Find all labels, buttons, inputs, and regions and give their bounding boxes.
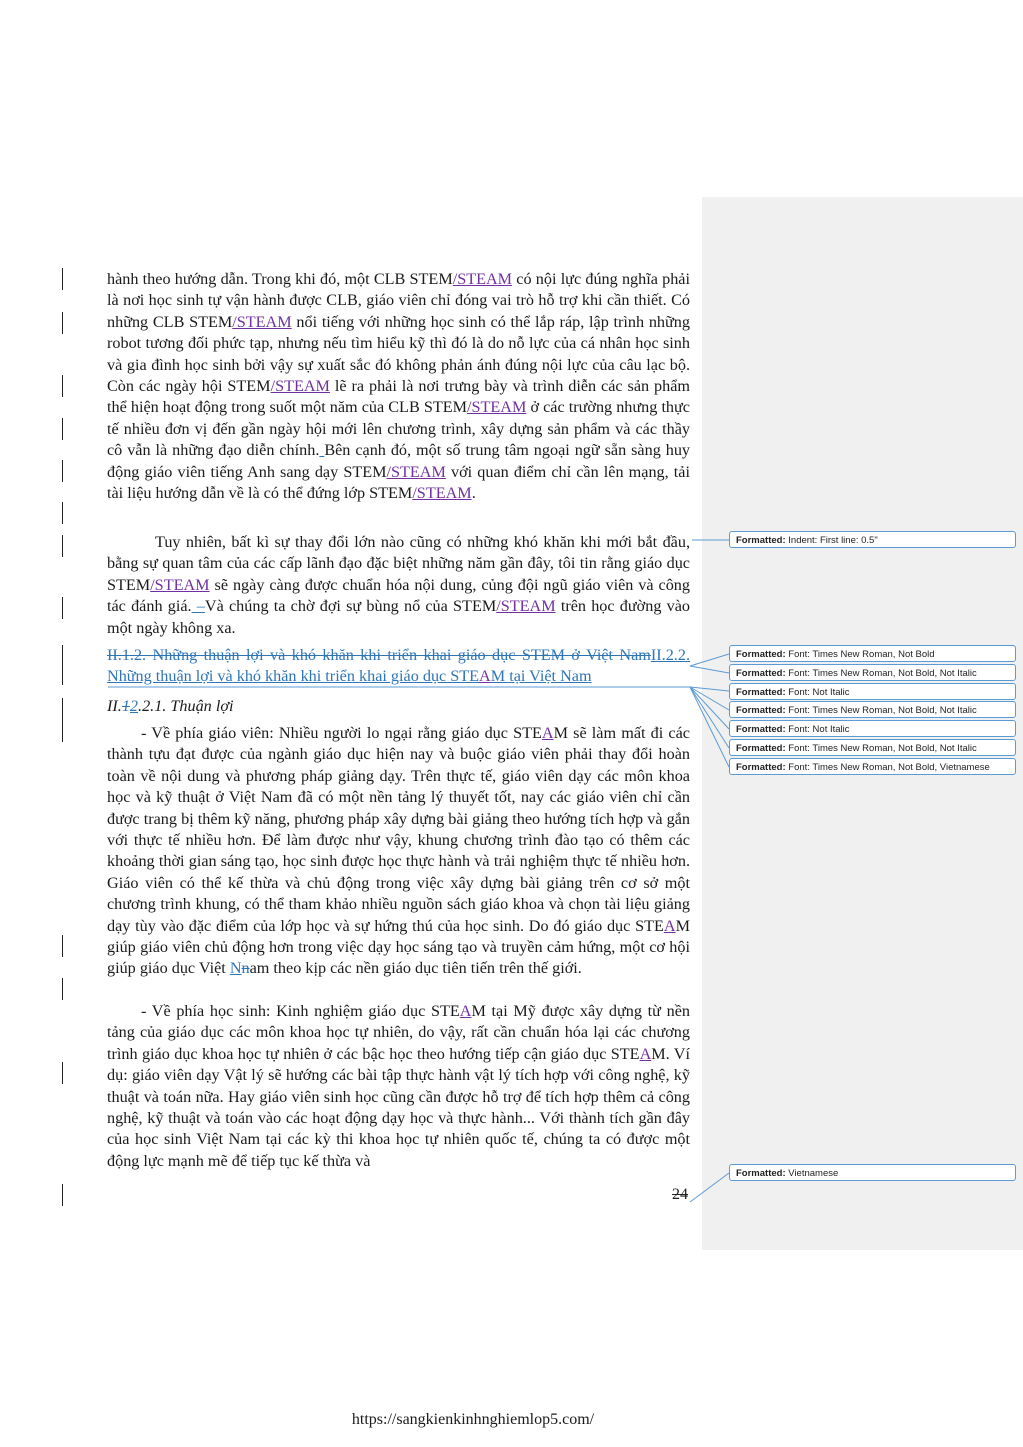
formatting-balloon[interactable]: Formatted: Font: Not Italic — [729, 720, 1016, 737]
formatting-balloon[interactable]: Formatted: Font: Times New Roman, Not Bold, Vietnamese — [729, 758, 1016, 775]
formatting-balloon[interactable]: Formatted: Font: Times New Roman, Not Bold, Not Italic — [729, 701, 1016, 718]
inserted-heading-text: II.2.2. Những thuận lợi và khó khăn khi triển khai giáo dục STE — [107, 646, 690, 686]
formatting-balloon[interactable]: Formatted: Font: Times New Roman, Not Bold — [729, 645, 1016, 662]
subheading-thuan-loi: II.12.2.1. Thuận lợi — [107, 697, 234, 715]
deleted-heading-text: II.1.2. Những thuận lợi và khó khăn khi triển khai giáo dục STEM ở Việt Nam — [107, 646, 651, 664]
body-paragraph-2: Tuy nhiên, bất kì sự thay đổi lớn nào cũng có những khó khăn khi mới bắt đầu, bằng sự quan tâm của các cấp lãnh đạo đặc biệt những năm gần đây, tôi tin rằng giáo dục STEM/STEAM sẽ ngày càng được chuẩn hóa nội dung, củng đội ngũ giáo viên và công tác đánh giá. –Và chúng ta chờ đợi sự bùng nổ của STEM/STEAM trên học đường vào một ngày không xa. — [107, 533, 690, 637]
body-paragraph-teachers: - Về phía giáo viên: Nhiều người lo ngại rằng giáo dục STEAM sẽ làm mất đi các thành tựu đạt được của ngành giáo dục hiện nay và buộc giáo viên phải thay đổi hoàn toàn về nội dung và phương pháp giảng dạy. Trên thực tế, giáo viên dạy các môn khoa học và kỹ thuật ở Việt Nam đã có một nền tảng lý thuyết tốt, nay các giáo viên chỉ cần được trang bị thêm kỹ năng, phương pháp xây dựng bài giảng theo hướng tích hợp và gắn với thực tế nhiều hơn. Để làm được như vậy, khung chương trình đào tạo có thêm các khoảng thời gian sáng tạo, học sinh được học thực hành và trải nghiệm thực tế nhiều hơn. Giáo viên có thể kế thừa và chủ động trong việc xây dựng bài giảng trên cơ sở một chương trình khung, có thể tham khảo nhiều nguồn sách giáo khoa và chọn tài liệu giảng dạy tùy vào đặc điểm của lớp học và sự hứng thú của học sinh. Do đó giáo dục STEAM giúp giáo viên chủ động hơn trong việc dạy học sáng tạo và truyền cảm hứng, một cơ hội giúp giáo dục Việt Nnam theo kịp các nền giáo dục tiên tiến trên thế giới. — [107, 724, 690, 978]
section-heading-tracked: II.1.2. Những thuận lợi và khó khăn khi triển khai giáo dục STEM ở Việt NamII.2.2. Những thuận lợi và khó khăn khi triển khai giáo dục STEAM tại Việt Nam — [107, 646, 690, 686]
formatting-balloon[interactable]: Formatted: Indent: First line: 0.5" — [729, 531, 1016, 548]
body-paragraph-1: hành theo hướng dẫn. Trong khi đó, một CLB STEM/STEAM có nội lực đúng nghĩa phải là nơi học sinh tự vận hành được CLB, giáo viên chỉ đóng vai trò hỗ trợ khi cần thiết. Có những CLB STEM/STEAM nổi tiếng với những học sinh có thể lắp ráp, lập trình những robot tương đối phức tạp, nhưng nếu tìm hiểu kỹ thì đó là do nỗ lực của cá nhân học sinh và gia đình học sinh bởi vậy sự xuất sắc đó không phản ánh đúng nội lực của câu lạc bộ. Còn các ngày hội STEM/STEAM lẽ ra phải là nơi trưng bày và trình diễn các sản phẩm thể hiện hoạt động trong suốt một năm của CLB STEM/STEAM ở các trường nhưng thực tế nhiều đơn vị đến gần ngày hội mới lên chương trình, xây dựng sản phẩm và các thầy cô vẫn là những đạo diễn chính. Bên cạnh đó, một số trung tâm ngoại ngữ sẵn sàng huy động giáo viên tiếng Anh sang dạy STEM/STEAM với quan điểm chỉ cần lên mạng, tải tài liệu hướng dẫn về là có thể đứng lớp STEM/STEAM. — [107, 270, 691, 503]
page-number: 24 — [672, 1186, 688, 1203]
formatting-balloon[interactable]: Formatted: Font: Times New Roman, Not Bold, Not Italic — [729, 739, 1016, 756]
body-paragraph-students: - Về phía học sinh: Kinh nghiệm giáo dục STEAM tại Mỹ được xây dựng từ nền tảng của giáo dục các môn khoa học tự nhiên, do vậy, rất cần chuẩn hóa lại các chương trình giáo dục khoa học tự nhiên ở các bậc học theo hướng tiếp cận giáo dục STEAM. Ví dụ: giáo viên dạy Vật lý sẽ hướng các bài tập thực hành vật lý tích hợp với công nghệ, kỹ thuật và toán nữa. Hay giáo viên sinh học cũng cần được hỗ trợ để tích hợp thêm cả công nghệ, kỹ thuật và toán vào các hoạt động dạy học và thực hành... Với thành tích gần đây của học sinh Việt Nam tại các kỳ thi khoa học tự nhiên quốc tế, chúng ta có được một động lực mạnh mẽ để tiếp tục kế thừa và — [107, 1002, 690, 1170]
formatting-balloon[interactable]: Formatted: Font: Not Italic — [729, 683, 1016, 700]
formatting-balloon[interactable]: Formatted: Vietnamese — [729, 1164, 1016, 1181]
formatting-balloon[interactable]: Formatted: Font: Times New Roman, Not Bold, Not Italic — [729, 664, 1016, 681]
footer-url[interactable]: https://sangkienkinhnghiemlop5.com/ — [351, 1411, 595, 1428]
